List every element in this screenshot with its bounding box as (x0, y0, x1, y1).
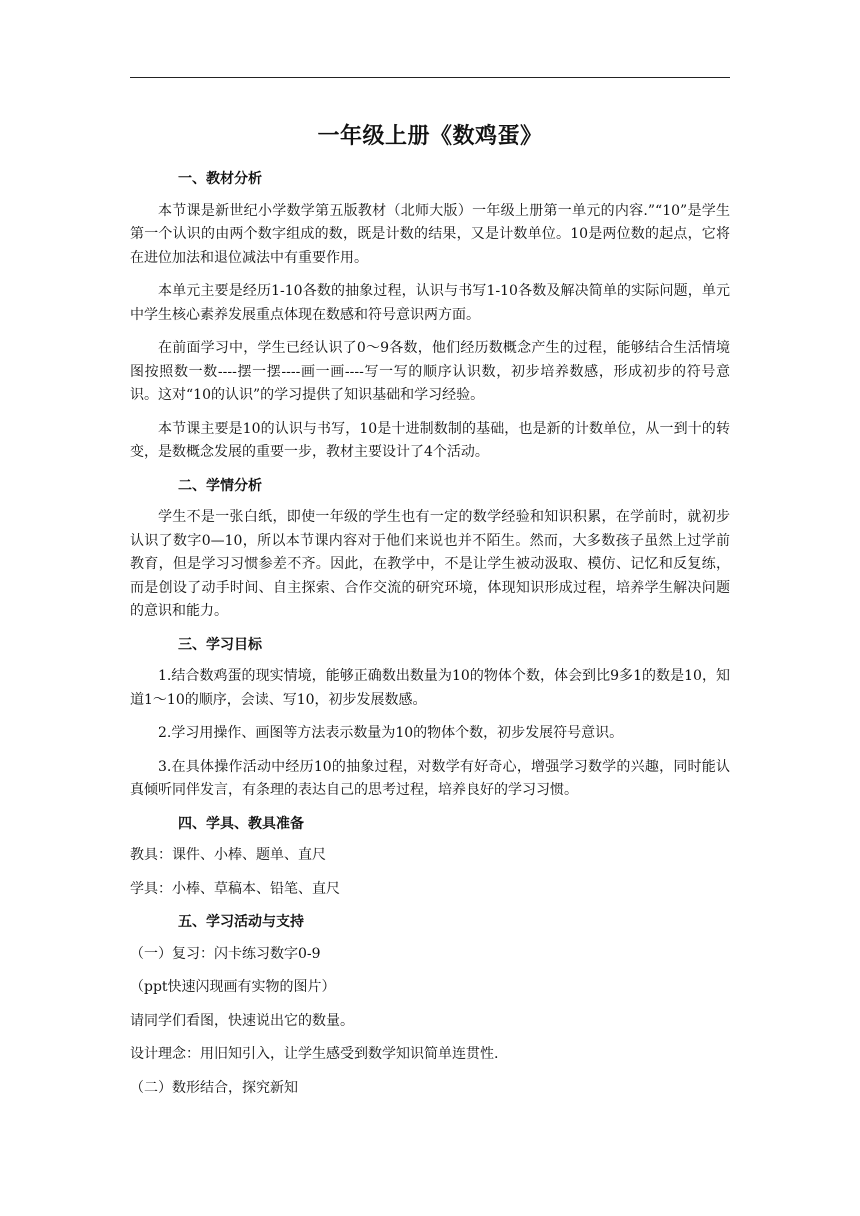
section-heading-materials: 四、学具、教具准备 (178, 815, 304, 832)
document-title: 一年级上册《数鸡蛋》 (317, 123, 543, 149)
section-heading-textbook-analysis: 一、教材分析 (178, 171, 262, 187)
section-heading-student-analysis: 二、学情分析 (178, 477, 262, 494)
activity-line: 请同学们看图，快速说出它的数量。 (130, 1012, 354, 1029)
objective-item: 3.在具体操作活动中经历10的抽象过程，对数学有好奇心，增强学习数学的兴趣，同时能认真倾听同伴发言，有条理的表达自己的思考过程，培养良好的学习习惯。 (130, 758, 730, 798)
teaching-aids-line: 教具：课件、小棒、题单、直尺 (130, 847, 326, 863)
learning-tools-line: 学具：小棒、草稿本、铅笔、直尺 (130, 880, 340, 897)
section-heading-learning-objectives: 三、学习目标 (178, 636, 262, 653)
section-heading-learning-activities: 五、学习活动与支持 (178, 914, 304, 930)
objective-item: 1.结合数鸡蛋的现实情境，能够正确数出数量为10的物体个数，体会到比9多1的数是10，知道1～10的顺序，会读、写10，初步发展数感。 (130, 668, 730, 708)
paragraph: 本节课主要是10的认识与书写，10是十进制数制的基础，也是新的计数单位，从一到十的转变，是数概念发展的重要一步，教材主要设计了4个活动。 (130, 420, 730, 460)
paragraph: 本节课是新世纪小学数学第五版教材（北师大版）一年级上册第一单元的内容.”“10”是学生第一个认识的由两个数字组成的数，既是计数的结果，又是计数单位。10是两位数的起点，它将在进位加法和退位减法中有重要作用。 (130, 202, 730, 266)
header-rule (130, 77, 730, 78)
activity-line: 设计理念：用旧知引入，让学生感受到数学知识简单连贯性. (130, 1046, 499, 1062)
paragraph: 本单元主要是经历1-10各数的抽象过程，认识与书写1-10各数及解决简单的实际问题，单元中学生核心素养发展重点体现在数感和符号意识两方面。 (130, 283, 730, 323)
document-body (130, 168, 730, 1110)
paragraph: 学生不是一张白纸，即使一年级的学生也有一定的数学经验和知识积累，在学前时，就初步认识了数字0—10，所以本节课内容对于他们来说也并不陌生。然而，大多数孩子虽然上过学前教育，但是学习习惯参差不齐。因此，在教学中，不是让学生被动汲取、模仿、记忆和反复练，而是创设了动手时间、自主探索、合作交流的研究环境，体现知识形成过程，培养学生解决问题的意识和能力。 (130, 509, 730, 619)
paragraph: 在前面学习中，学生已经认识了0～9各数，他们经历数概念产生的过程，能够结合生活情境图按照数一数----摆一摆----画一画----写一写的顺序认识数，初步培养数感，形成初步的符号意识。这对“10的认识”的学习提供了知识基础和学习经验。 (130, 340, 730, 403)
objective-item: 2.学习用操作、画图等方法表示数量为10的物体个数，初步发展符号意识。 (158, 725, 624, 741)
activity-line: （一）复习：闪卡练习数字0-9 (130, 945, 321, 962)
activity-line: （ppt快速闪现画有实物的图片） (130, 979, 336, 995)
activity-line: （二）数形结合，探究新知 (130, 1079, 298, 1096)
